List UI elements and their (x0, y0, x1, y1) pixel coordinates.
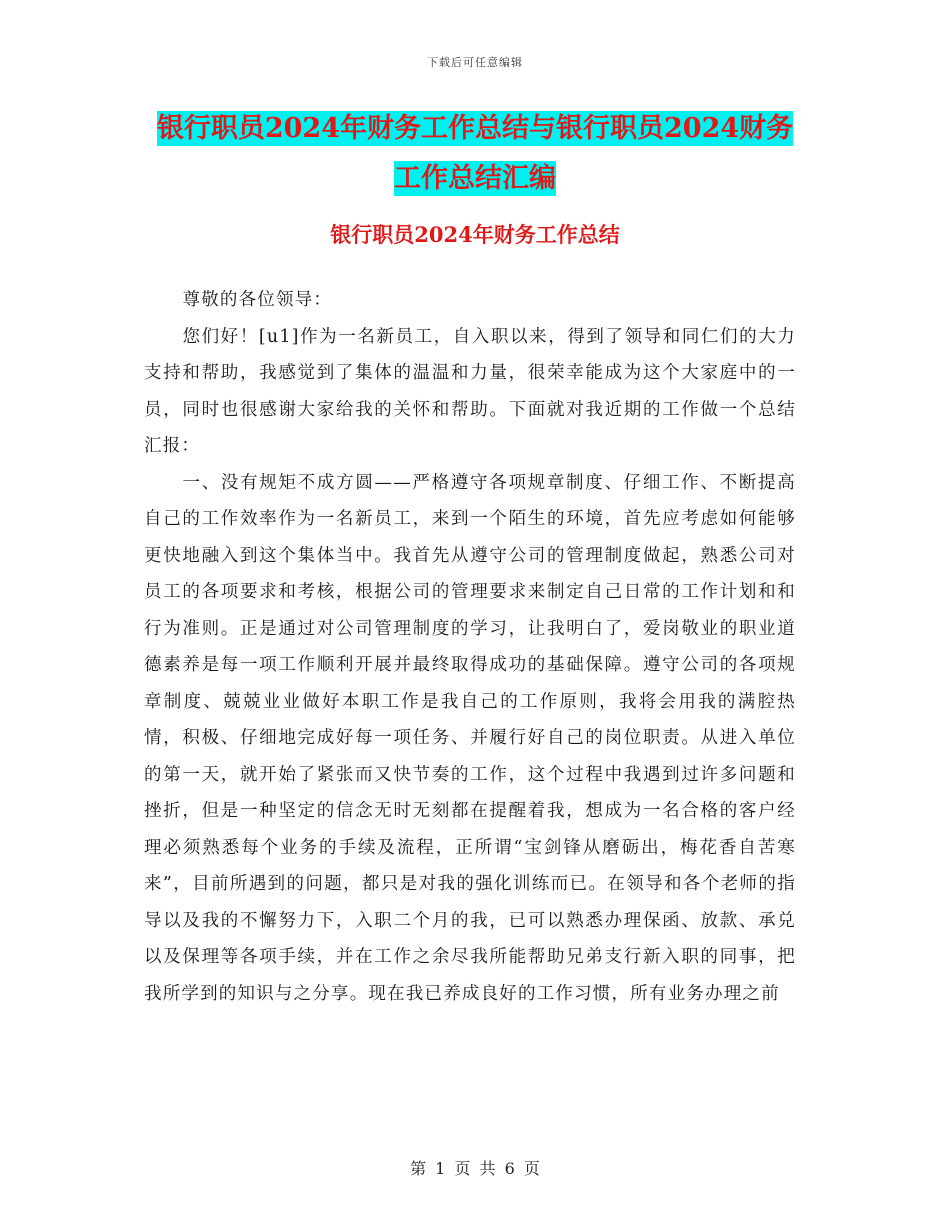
page-footer: 第 1 页 共 6 页 (410, 1159, 540, 1178)
section-title: 银行职员2024年财务工作总结 (330, 222, 620, 247)
greeting-paragraph: 您们好！[u1]作为一名新员工，自入职以来，得到了领导和同仁们的大力支持和帮助，我感觉到了集体的温温和力量，很荣幸能成为这个大家庭中的一员，同时也很感谢大家给我的关怀和帮助。下面就对我近期的工作做一个总结汇报： (144, 326, 796, 456)
section-one-paragraph: 一、没有规矩不成方圆——严格遵守各项规章制度、仔细工作、不断提高自己的工作效率作为一名新员工，来到一个陌生的环境，首先应考虑如何能够更快地融入到这个集体当中。我首先从遵守公司的管理制度做起，熟悉公司对员工的各项要求和考核，根据公司的管理要求来制定自己日常的工作计划和和行为准则。正是通过对公司管理制度的学习，让我明白了，爱岗敬业的职业道德素养是每一项工作顺利开展并最终取得成功的基础保障。遵守公司的各项规章制度、兢兢业业做好本职工作是我自己的工作原则，我将会用我的满腔热情，积极、仔细地完成好每一项任务、并履行好自己的岗位职责。从进入单位的第一天，就开始了紧张而又快节奏的工作，这个过程中我遇到过许多问题和挫折，但是一种坚定的信念无时无刻都在提醒着我，想成为一名合格的客户经理必须熟悉每个业务的手续及流程，正所谓“宝剑锋从磨砺出，梅花香自苦寒来”，目前所遇到的问题，都只是对我的强化训练而已。在领导和各个老师的指导以及我的不懈努力下，入职二个月的我，已可以熟悉办理保函、放款、承兑以及保理等各项手续，并在工作之余尽我所能帮助兄弟支行新入职的同事，把我所学到的知识与之分享。现在我已养成良好的工作习惯，所有业务办理之前 (144, 472, 796, 1004)
document-title-line-1: 银行职员2024年财务工作总结与银行职员2024财务 (156, 113, 794, 144)
document-title (150, 104, 800, 204)
body-text (144, 282, 796, 1012)
document-title-line-2: 工作总结汇编 (394, 163, 556, 194)
header-note: 下载后可任意编辑 (427, 56, 523, 69)
salutation-paragraph: 尊敬的各位领导： (182, 290, 333, 310)
